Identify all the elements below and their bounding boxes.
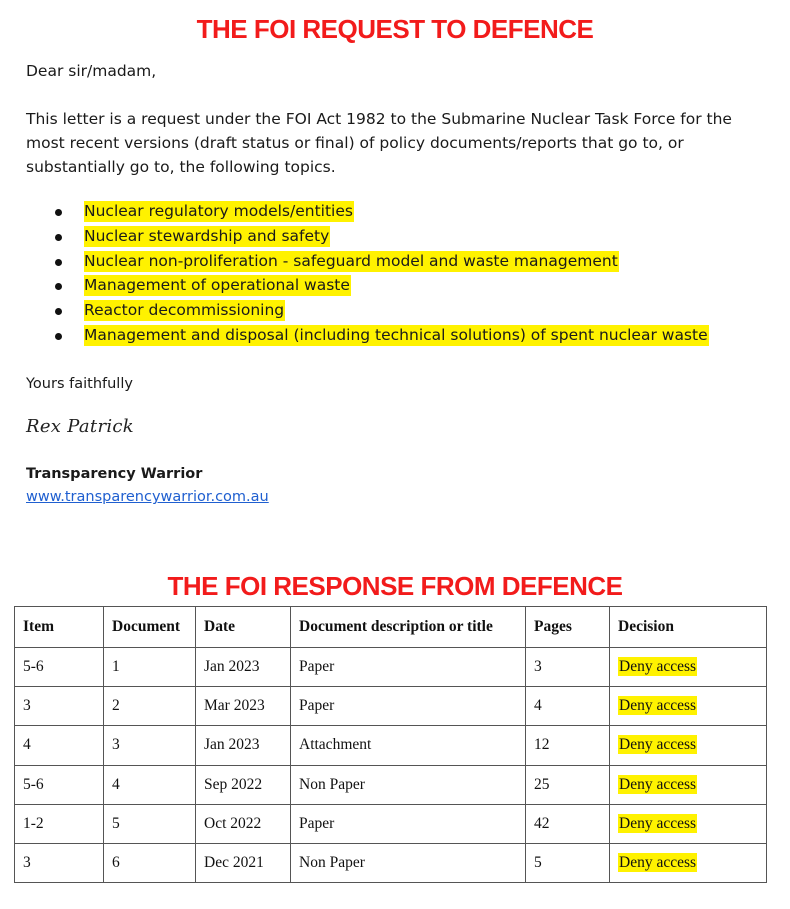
cell-item: 1-2 [15,804,104,843]
cell-decision [610,804,767,843]
cell-document: 1 [104,648,196,687]
cell-date: Sep 2022 [196,765,291,804]
organisation-name: Transparency Warrior [26,466,203,482]
cell-document: 5 [104,804,196,843]
topic-text: Nuclear non-proliferation - safeguard model and waste management [84,251,618,270]
cell-item: 3 [15,843,104,882]
cell-item: 4 [15,726,104,765]
topic-text: Nuclear stewardship and safety [84,226,330,245]
bullet-icon [55,333,62,340]
column-header-pages: Pages [526,607,610,648]
topic-text: Management of operational waste [84,276,350,295]
column-header-item: Item [15,607,104,648]
cell-date: Jan 2023 [196,648,291,687]
column-header-decision: Decision [610,607,767,648]
cell-document: 4 [104,765,196,804]
cell-date: Oct 2022 [196,804,291,843]
cell-decision [610,648,767,687]
table-row [15,765,767,804]
table-row [15,687,767,726]
closing-line: Yours faithfully [26,376,133,392]
table-row [15,648,767,687]
column-header-description: Document description or title [291,607,526,648]
topic-text: Management and disposal (including technical solutions) of spent nuclear waste [84,325,708,344]
cell-description: Attachment [291,726,526,765]
response-heading: THE FOI RESPONSE FROM DEFENCE [167,571,623,601]
cell-document: 6 [104,843,196,882]
cell-date: Jan 2023 [196,726,291,765]
signature: Rex Patrick [26,416,134,437]
table-row [15,804,767,843]
cell-pages: 25 [526,765,610,804]
bullet-icon [55,259,62,266]
cell-pages: 5 [526,843,610,882]
topic-text: Reactor decommissioning [84,301,285,320]
cell-decision [610,843,767,882]
cell-date: Dec 2021 [196,843,291,882]
table-header-row [15,607,767,648]
cell-description: Paper [291,804,526,843]
cell-description: Paper [291,648,526,687]
decision-text: Deny access [619,736,697,754]
cell-decision [610,726,767,765]
decision-text: Deny access [619,814,697,832]
cell-date: Mar 2023 [196,687,291,726]
bullet-icon [55,283,62,290]
decision-text: Deny access [619,854,697,872]
decision-text: Deny access [619,658,697,676]
decision-text: Deny access [619,775,697,793]
column-header-document: Document [104,607,196,648]
website-link[interactable]: www.transparencywarrior.com.au [26,489,269,505]
request-heading: THE FOI REQUEST TO DEFENCE [196,14,594,44]
cell-pages: 12 [526,726,610,765]
cell-pages: 4 [526,687,610,726]
table-row [15,726,767,765]
cell-pages: 3 [526,648,610,687]
salutation: Dear sir/madam, [26,62,157,80]
cell-decision [610,687,767,726]
cell-item: 5-6 [15,765,104,804]
cell-item: 3 [15,687,104,726]
table-row [15,843,767,882]
cell-description: Non Paper [291,765,526,804]
column-header-date: Date [196,607,291,648]
topic-text: Nuclear regulatory models/entities [84,202,353,220]
cell-pages: 42 [526,804,610,843]
foi-response-table [14,606,767,883]
decision-text: Deny access [619,697,697,715]
cell-document: 3 [104,726,196,765]
cell-document: 2 [104,687,196,726]
bullet-icon [55,234,62,241]
bullet-icon [55,209,62,216]
cell-description: Paper [291,687,526,726]
request-intro-paragraph: This letter is a request under the FOI Act 1982 to the Submarine Nuclear Task Force for the most recent versions (draft status or final) of policy documents/reports that go to, or substantially go to, the following topics. [26,110,732,176]
cell-decision [610,765,767,804]
cell-description: Non Paper [291,843,526,882]
cell-item: 5-6 [15,648,104,687]
bullet-icon [55,308,62,315]
